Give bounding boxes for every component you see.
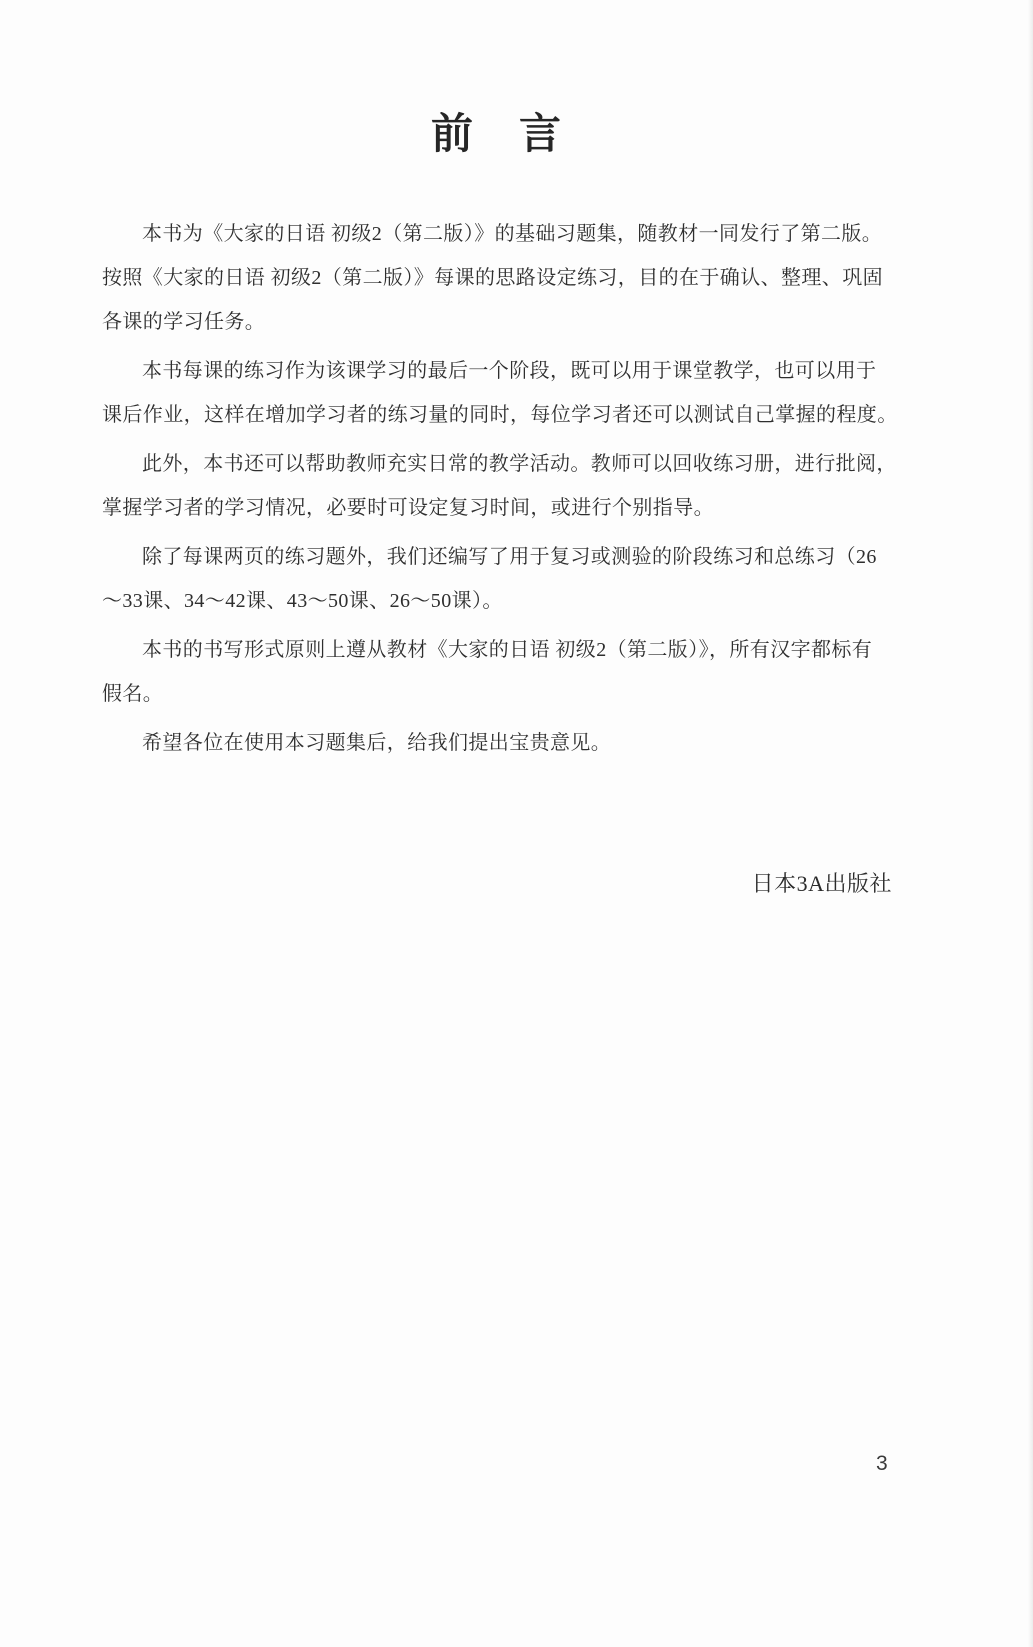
paragraph-line: 掌握学习者的学习情况，必要时可设定复习时间，或进行个别指导。 bbox=[102, 497, 714, 519]
page-number: 3 bbox=[876, 1452, 888, 1475]
paragraph-1 bbox=[102, 212, 892, 344]
page-title: 前 言 bbox=[430, 110, 563, 157]
paragraph-2 bbox=[102, 349, 898, 437]
paragraph-line: 本书为《大家的日语 初级2（第二版）》的基础习题集，随教材一同发行了第二版。 bbox=[142, 223, 883, 245]
paragraph-4 bbox=[102, 535, 892, 623]
publisher-row bbox=[102, 869, 892, 899]
scan-edge-shadow bbox=[1028, 0, 1033, 1647]
paragraph-line: 希望各位在使用本习题集后，给我们提出宝贵意见。 bbox=[142, 732, 612, 754]
paragraph-line: 本书每课的练习作为该课学习的最后一个阶段，既可以用于课堂教学，也可以用于 bbox=[142, 360, 877, 382]
paragraph-line: 各课的学习任务。 bbox=[102, 311, 266, 333]
paragraph-line: 除了每课两页的练习题外，我们还编写了用于复习或测验的阶段练习和总练习（26 bbox=[142, 546, 877, 568]
paragraph-line: ～33课、34～42课、43～50课、26～50课）。 bbox=[102, 590, 503, 612]
paragraph-5 bbox=[102, 628, 892, 716]
paragraph-line: 此外，本书还可以帮助教师充实日常的教学活动。教师可以回收练习册，进行批阅， bbox=[142, 453, 897, 475]
paragraph-line: 本书的书写形式原则上遵从教材《大家的日语 初级2（第二版）》，所有汉字都标有 bbox=[142, 639, 873, 661]
paragraph-3 bbox=[102, 442, 897, 530]
paragraph-line: 假名。 bbox=[102, 683, 164, 705]
document-content bbox=[102, 104, 898, 899]
paragraph-6 bbox=[102, 721, 892, 765]
publisher-name: 日本3A出版社 bbox=[751, 871, 892, 896]
paragraph-line: 按照《大家的日语 初级2（第二版）》每课的思路设定练习，目的在于确认、整理、巩固 bbox=[102, 267, 883, 289]
paragraph-line: 课后作业，这样在增加学习者的练习量的同时，每位学习者还可以测试自己掌握的程度。 bbox=[102, 404, 898, 426]
